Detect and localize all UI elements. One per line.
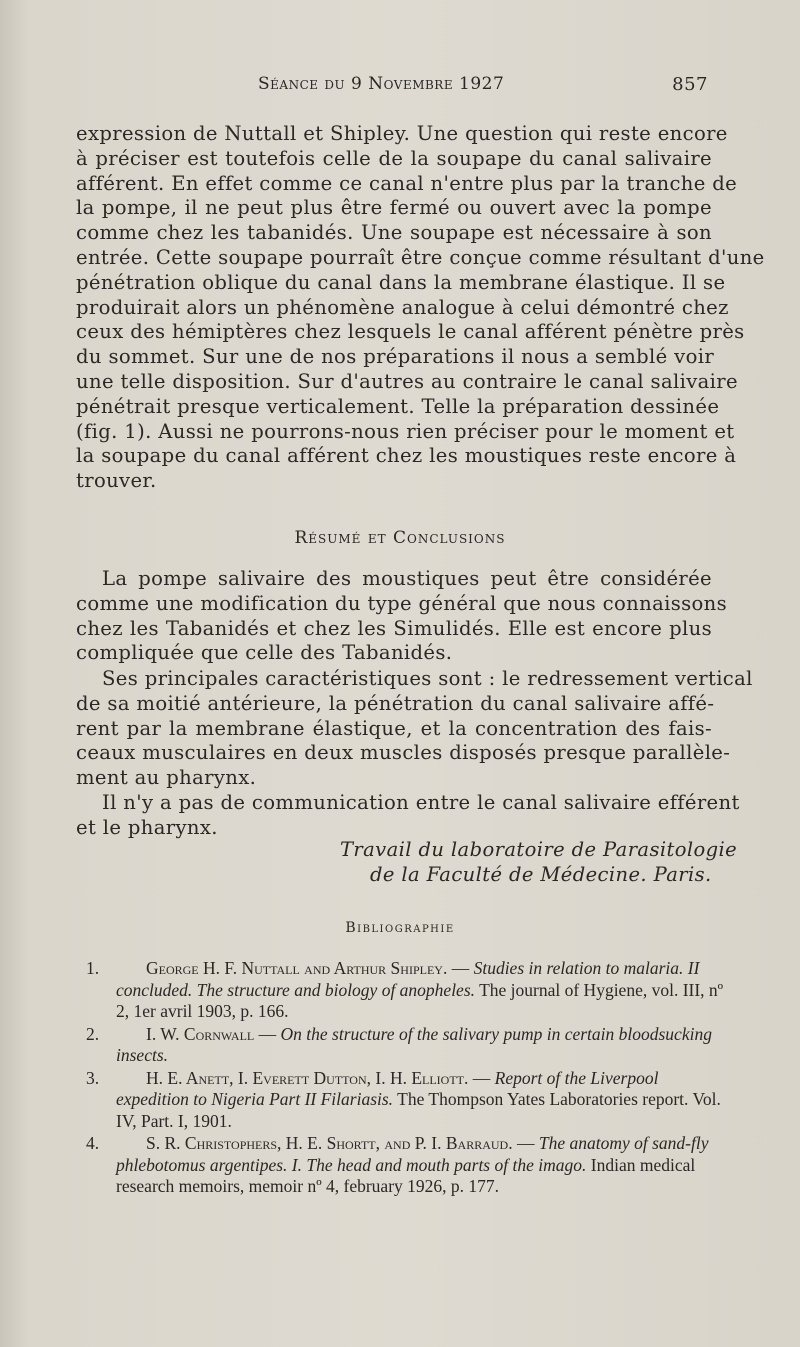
text-line: produirait alors un phénomène analogue à celui démontré chez xyxy=(76,295,729,319)
bib-rest: The journal of Hygiene, vol. III, nº 2, 1er avril 1903, p. 166. xyxy=(116,979,724,1021)
credit-line-2: de la Faculté de Médecine. Paris. xyxy=(370,863,712,886)
bibliography-list xyxy=(86,958,726,1199)
section-heading: Résumé et Conclusions xyxy=(294,528,506,548)
bibliography-item xyxy=(86,1068,726,1133)
text-line: la pompe, il ne peut plus être fermé ou ouvert avec la pompe xyxy=(76,196,712,220)
text-line: La pompe salivaire des moustiques peut être considérée xyxy=(102,567,712,590)
bibliography-item xyxy=(86,1133,726,1198)
text-line: pénétration oblique du canal dans la membrane élastique. Il se xyxy=(76,270,726,294)
bib-title: Report of the Liverpool expedition to Nigeria Part II Filariasis. xyxy=(116,1067,659,1109)
text-line: de sa moitié antérieure, la pénétration du canal salivaire affé- xyxy=(76,691,715,715)
text-line: chez les Tabanidés et chez les Simulidés. Elle est encore plus xyxy=(76,616,712,640)
text-line: trouver. xyxy=(76,469,157,493)
bib-number: 1. xyxy=(86,958,100,978)
text-line: ceaux musculaires en deux muscles disposés presque parallèle- xyxy=(76,741,731,765)
text-line: rent par la membrane élastique, et la concentration des fais- xyxy=(76,716,712,740)
text-line: à préciser est toutefois celle de la soupape du canal salivaire xyxy=(76,146,712,170)
bibliography-item xyxy=(86,1024,726,1067)
bib-number: 2. xyxy=(86,1023,100,1044)
bib-authors: George H. F. Nuttall and Arthur Shipley. — xyxy=(146,958,470,978)
bib-authors: I. W. Cornwall — xyxy=(146,1023,277,1044)
conclusions-paragraph-1 xyxy=(76,567,728,666)
bib-authors: H. E. Anett, I. Everett Dutton, I. H. Elliott. — xyxy=(146,1067,491,1088)
bib-authors: S. R. Christophers, H. E. Shortt, and P. I. Barraud. — xyxy=(146,1133,535,1153)
text-line: ceux des hémiptères chez lesquels le canal afférent pénètre près xyxy=(76,320,745,344)
bibliography-heading: Bibliographie xyxy=(345,920,455,936)
bib-number: 4. xyxy=(86,1133,100,1153)
bibliography-item xyxy=(86,958,726,1023)
conclusions-paragraph-3 xyxy=(76,791,740,841)
bib-title: Studies in relation to malaria. II concluded. The structure and biology of anopheles. xyxy=(116,958,700,1000)
text-line: comme chez les tabanidés. Une soupape est nécessaire à son xyxy=(76,221,712,245)
text-line: Il n'y a pas de communication entre le canal salivaire efférent xyxy=(102,791,740,814)
text-line: une telle disposition. Sur d'autres au contraire le canal salivaire xyxy=(76,369,738,393)
text-line: ment au pharynx. xyxy=(76,766,257,790)
text-line: la soupape du canal afférent chez les moustiques reste encore à xyxy=(76,444,737,468)
header-seance: Séance du 9 Novembre 1927 xyxy=(258,74,505,94)
credit-line-1: Travail du laboratoire de Parasitologie xyxy=(340,838,738,861)
paragraph-1 xyxy=(76,122,765,494)
bib-rest: Indian medical research memoirs, memoir nº 4, february 1926, p. 177. xyxy=(116,1154,696,1196)
text-line: expression de Nuttall et Shipley. Une question qui reste encore xyxy=(76,122,728,145)
page-number: 857 xyxy=(672,74,708,95)
bib-title: The anatomy of sand-fly phlebotomus argentipes. I. The head and mouth parts of the imago. xyxy=(116,1133,709,1175)
text-line: et le pharynx. xyxy=(76,815,218,839)
text-line: comme une modification du type général que nous connaissons xyxy=(76,591,728,615)
conclusions-paragraph-2 xyxy=(76,667,753,791)
text-line: entrée. Cette soupape pourraît être conçue comme résultant d'une xyxy=(76,245,765,269)
bib-rest: The Thompson Yates Laboratories report. Vol. IV, Part. I, 1901. xyxy=(116,1089,721,1131)
bib-number: 3. xyxy=(86,1067,100,1088)
text-line: du sommet. Sur une de nos préparations il nous a semblé voir xyxy=(76,345,715,369)
text-line: (fig. 1). Aussi ne pourrons-nous rien préciser pour le moment et xyxy=(76,419,735,443)
text-line: pénétrait presque verticalement. Telle la préparation dessinée xyxy=(76,394,720,418)
text-line: compliquée que celle des Tabanidés. xyxy=(76,641,453,665)
text-line: afférent. En effet comme ce canal n'entre plus par la tranche de xyxy=(76,171,738,195)
running-header xyxy=(258,74,708,94)
bib-title: On the structure of the salivary pump in certain bloodsucking insects. xyxy=(116,1023,712,1065)
text-line: Ses principales caractéristiques sont : le redressement vertical xyxy=(102,667,753,690)
